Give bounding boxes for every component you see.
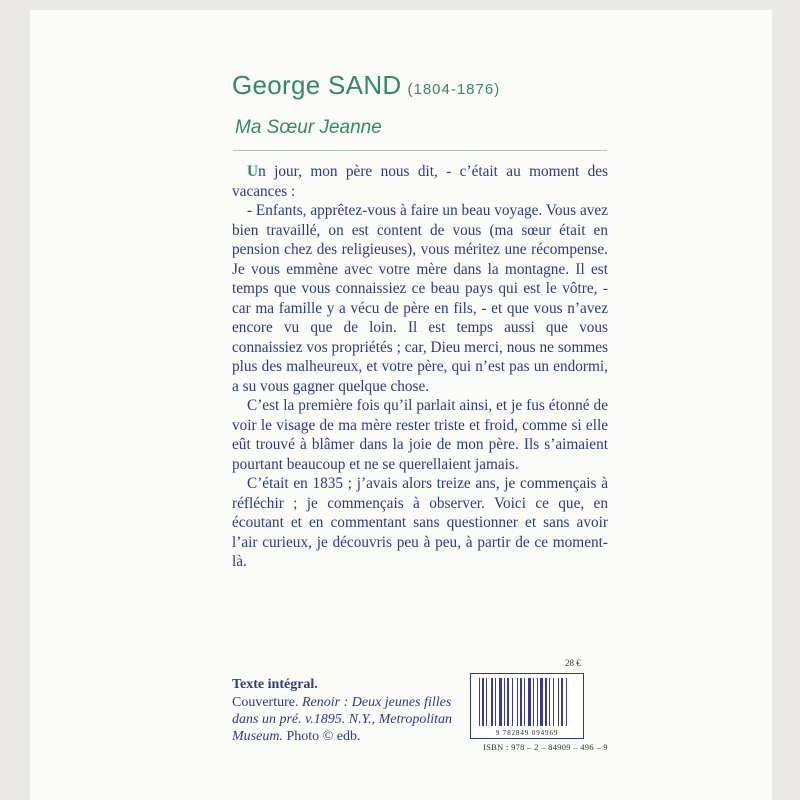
photo-credit: Photo © edb. — [286, 729, 361, 744]
barcode-stripe — [549, 678, 550, 726]
excerpt-paragraph — [232, 162, 608, 201]
cover-artwork: Renoir : Deux jeunes filles dans un pré. v.1895. N.Y., Metropolitan Museum. — [232, 695, 452, 744]
author-years: (1804-1876) — [407, 81, 501, 98]
paragraph-text: n jour, mon père nous dit, - c’était au moment des vacances : — [232, 163, 608, 200]
barcode-stripe — [486, 678, 487, 726]
barcode-stripe — [512, 678, 513, 726]
barcode-stripe — [533, 678, 534, 726]
drop-cap: U — [247, 163, 259, 180]
barcode-stripe — [528, 678, 531, 726]
barcode-stripe — [491, 678, 493, 726]
barcode-stripe — [561, 678, 563, 726]
excerpt-paragraph: C’est la première fois qu’il parlait ainsi, et je fus étonné de voir le visage de ma mère rester triste et froid, comme si elle eût trouvé à blâmer dans la joie de mon père. Ils s’aimaient pourtant beaucoup et ne se querellaient jamais. — [232, 397, 608, 473]
price-label: 28 € — [565, 658, 581, 668]
barcode-number: 9 782849 094969 — [495, 729, 559, 737]
barcode-stripe — [566, 678, 567, 726]
barcode-stripe — [553, 678, 554, 726]
edition-note: Texte intégral. — [232, 677, 318, 692]
barcode-bars — [479, 678, 575, 726]
cover-credits — [232, 676, 457, 745]
author-heading — [232, 70, 500, 101]
excerpt-paragraph: - Enfants, apprêtez-vous à faire un beau voyage. Vous avez bien travaillé, on est content de vous (ma sœur était en pension chez des religieuses), vous méritez une récompense. Je vous emmène avec votre mère dans la montagne. Il est temps que vous connaissiez ce beau pays qui est le vôtre, - car ma famille y a vécu de père en fils, - et que vous n’avez encore vu que de loin. Il est temps aussi que vous connaissiez vos propriétés ; car, Dieu merci, nous ne sommes plus des malheureux, et votre père, qui n’est pas un endormi, a su vous gagner quelque chose. — [232, 202, 608, 395]
barcode-stripe — [524, 678, 525, 726]
barcode — [470, 673, 584, 739]
author-name: George SAND — [232, 70, 402, 100]
barcode-stripe — [482, 678, 484, 726]
barcode-stripe — [495, 678, 496, 726]
title-divider — [233, 150, 607, 151]
barcode-stripe — [499, 678, 502, 726]
barcode-stripe — [504, 678, 505, 726]
excerpt-paragraph: C’était en 1835 ; j’avais alors treize ans, je commençais à réfléchir ; je commençais à observer. Voici ce que, en écoutant et en commentant sans questionner et sans avoir l’air curieux, je découvris peu à peu, à partir de ce moment-là. — [232, 475, 608, 570]
barcode-stripe — [479, 678, 480, 726]
barcode-stripe — [545, 678, 547, 726]
cover-label: Couverture. — [232, 695, 299, 710]
barcode-stripe — [520, 678, 522, 726]
barcode-stripe — [507, 678, 509, 726]
excerpt-text — [232, 162, 608, 572]
book-title: Ma Sœur Jeanne — [235, 117, 382, 138]
isbn-label: ISBN : 978 – 2 – 84909 – 496 – 9 — [483, 742, 608, 752]
barcode-stripe — [517, 678, 518, 726]
barcode-stripe — [537, 678, 538, 726]
barcode-stripe — [540, 678, 543, 726]
barcode-stripe — [558, 678, 559, 726]
